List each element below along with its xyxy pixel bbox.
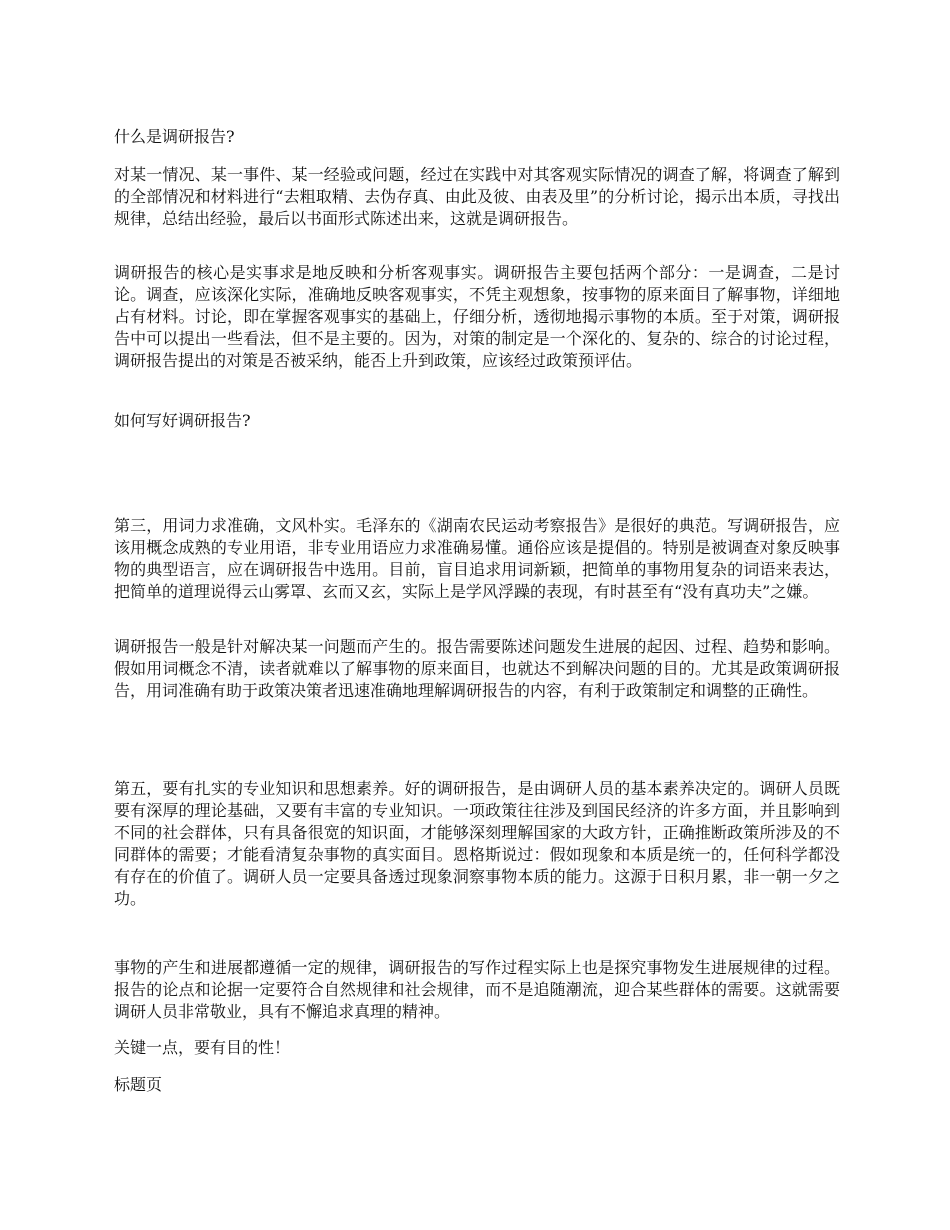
paragraph-point-five: 第五，要有扎实的专业知识和思想素养。好的调研报告，是由调研人员的基本素养决定的。调研人员既要有深厚的理论基础，又要有丰富的专业知识。一项政策往往涉及到国民经济的许多方面，并且影响到不同的社会群体，只有具备很宽的知识面，才能够深刻理解国家的大政方针，正确推断政策所涉及的不同群体的需要；才能看清复杂事物的真实面目。恩格斯说过：假如现象和本质是统一的，任何科学都没有存在的价值了。调研人员一定要具备透过现象洞察事物本质的能力。这源于日积月累，非一朝一夕之功。: [114, 779, 840, 908]
paragraph-core: 调研报告的核心是实事求是地反映和分析客观事实。调研报告主要包括两个部分：一是调查，二是讨论。调查，应该深化实际，准确地反映客观事实，不凭主观想象，按事物的原来面目了解事物，详细地占有材料。讨论，即在掌握客观事实的基础上，仔细分析，透彻地揭示事物的本质。至于对策，调研报告中可以提出一些看法，但不是主要的。因为，对策的制定是一个深化的、复杂的、综合的讨论过程，调研报告提出的对策是否被采纳，能否上升到政策，应该经过政策预评估。: [114, 263, 840, 370]
heading-what-is-report: 什么是调研报告?: [114, 127, 235, 146]
paragraph-laws: 事物的产生和进展都遵循一定的规律，调研报告的写作过程实际上也是探究事物发生进展规律的过程。报告的论点和论据一定要符合自然规律和社会规律，而不是追随潮流，迎合某些群体的需要。这就需要调研人员非常敬业，具有不懈追求真理的精神。: [114, 958, 840, 1021]
paragraph-point-three: 第三，用词力求准确，文风朴实。毛泽东的《湖南农民运动考察报告》是很好的典范。写调研报告，应该用概念成熟的专业用语，非专业用语应力求准确易懂。通俗应该是提倡的。特别是被调查对象反映事物的典型语言，应在调研报告中选用。目前，盲目追求用词新颖，把简单的事物用复杂的词语来表达，把简单的道理说得云山雾罩、玄而又玄，实际上是学风浮躁的表现，有时甚至有“没有真功夫”之嫌。: [114, 516, 840, 601]
line-title-page: 标题页: [114, 1075, 163, 1094]
paragraph-purpose: 调研报告一般是针对解决某一问题而产生的。报告需要陈述问题发生进展的起因、过程、趋势和影响。假如用词概念不清，读者就难以了解事物的原来面目，也就达不到解决问题的目的。尤其是政策调研报告，用词准确有助于政策决策者迅速准确地理解调研报告的内容，有利于政策制定和调整的正确性。: [114, 637, 840, 700]
paragraph-definition: 对某一情况、某一事件、某一经验或问题，经过在实践中对其客观实际情况的调查了解，将调查了解到的全部情况和材料进行“去粗取精、去伪存真、由此及彼、由表及里”的分析讨论，揭示出本质，寻找出规律，总结出经验，最后以书面形式陈述出来，这就是调研报告。: [114, 165, 840, 228]
heading-how-to-write: 如何写好调研报告?: [114, 411, 251, 430]
line-key-point: 关键一点，要有目的性！: [114, 1038, 291, 1057]
